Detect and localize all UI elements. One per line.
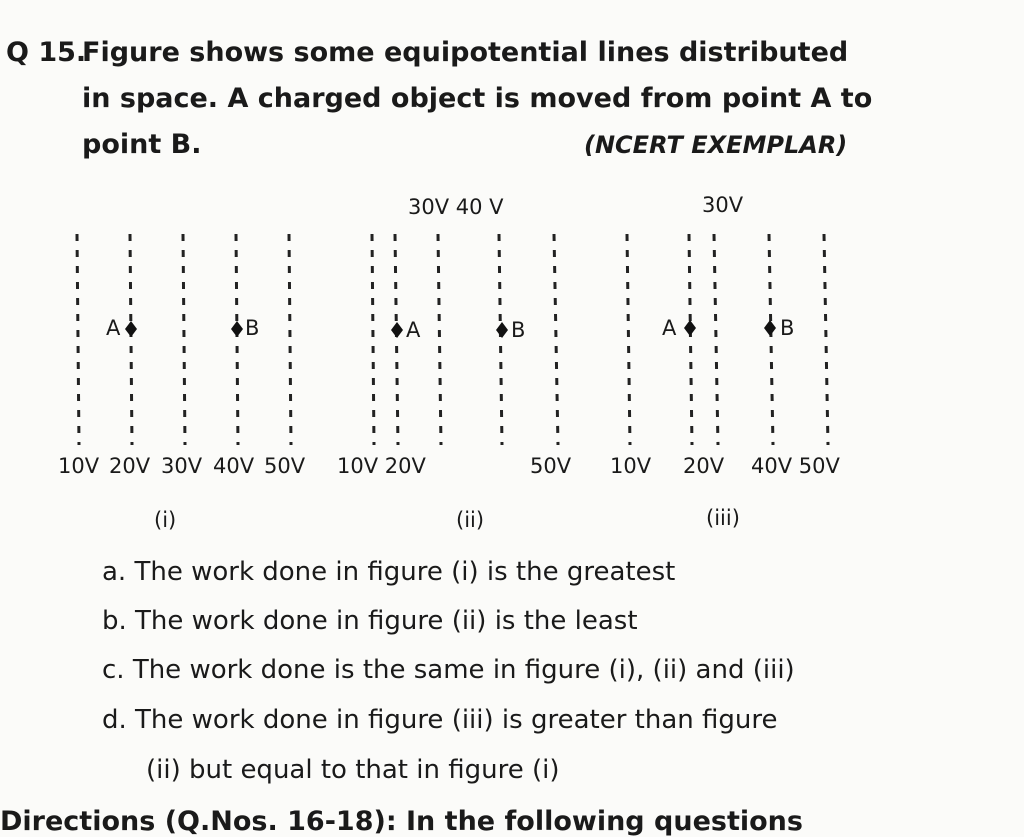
bottom-label: 50V [530,454,572,478]
caption-fig3: (iii) [706,506,740,530]
line-fig3-30v [714,234,718,445]
caption-fig1: (i) [154,508,177,532]
point-b-fig3 [764,320,776,336]
bottom-label: 40V 50V [751,454,840,478]
line-fig2-20v [395,234,398,445]
bottom-label: 20V [109,454,151,478]
option-c: c. The work done is the same in figure (i), (ii) and (iii) [102,655,795,685]
label-b-fig2: B [511,318,526,342]
bottom-label: 50V [264,454,306,478]
equipotential-lines [77,234,828,445]
point-a-fig3 [684,320,696,336]
question-number: Q 15. [6,37,87,68]
option-d: d. The work done in figure (iii) is greater than figure [102,705,778,735]
bottom-label: 30V [161,454,203,478]
option-b: b. The work done in figure (ii) is the least [102,606,638,636]
caption-fig2: (ii) [456,508,485,532]
label-a-fig3: A [662,316,677,340]
line-fig1-50v [289,234,291,445]
line-fig2-30v [438,234,441,445]
option-d-continued: (ii) but equal to that in figure (i) [146,755,560,785]
bottom-label: 20V [683,454,725,478]
next-section-heading: Directions (Q.Nos. 16-18): In the following questions [0,806,803,837]
bottom-label: 10V 20V [337,454,426,478]
point-a-fig1 [125,321,137,337]
label-b-fig1: B [245,316,260,340]
line-fig2-50v [554,234,558,445]
top-label-fig3: 30V [702,193,744,217]
bottom-label: 40V [213,454,255,478]
line-fig1-30v [183,234,185,445]
points [125,320,776,338]
label-b-fig3: B [780,316,795,340]
option-a: a. The work done in figure (i) is the greatest [102,557,676,587]
point-b-fig1 [231,321,243,337]
bottom-label: 10V [610,454,652,478]
question-line-1: Figure shows some equipotential lines distributed [82,37,849,68]
line-fig3-50v [824,234,828,445]
line-fig3-40v [769,234,773,445]
line-fig2-10v [372,234,374,445]
question-line-2: in space. A charged object is moved from point A to [82,83,873,114]
line-fig1-20v [130,234,132,445]
line-fig1-10v [77,234,79,445]
line-fig2-40v [499,234,502,445]
question-source: (NCERT EXEMPLAR) [584,131,848,159]
label-a-fig2: A [406,318,421,342]
line-fig3-10v [627,234,630,445]
line-fig3-20v [689,234,692,445]
point-b-fig2 [496,322,508,338]
label-a-fig1: A [106,316,121,340]
line-fig1-40v [236,234,238,445]
point-a-fig2 [391,322,403,338]
top-label-fig2: 30V 40 V [408,195,504,219]
bottom-label: 10V [58,454,100,478]
question-line-3: point B. [82,129,202,160]
